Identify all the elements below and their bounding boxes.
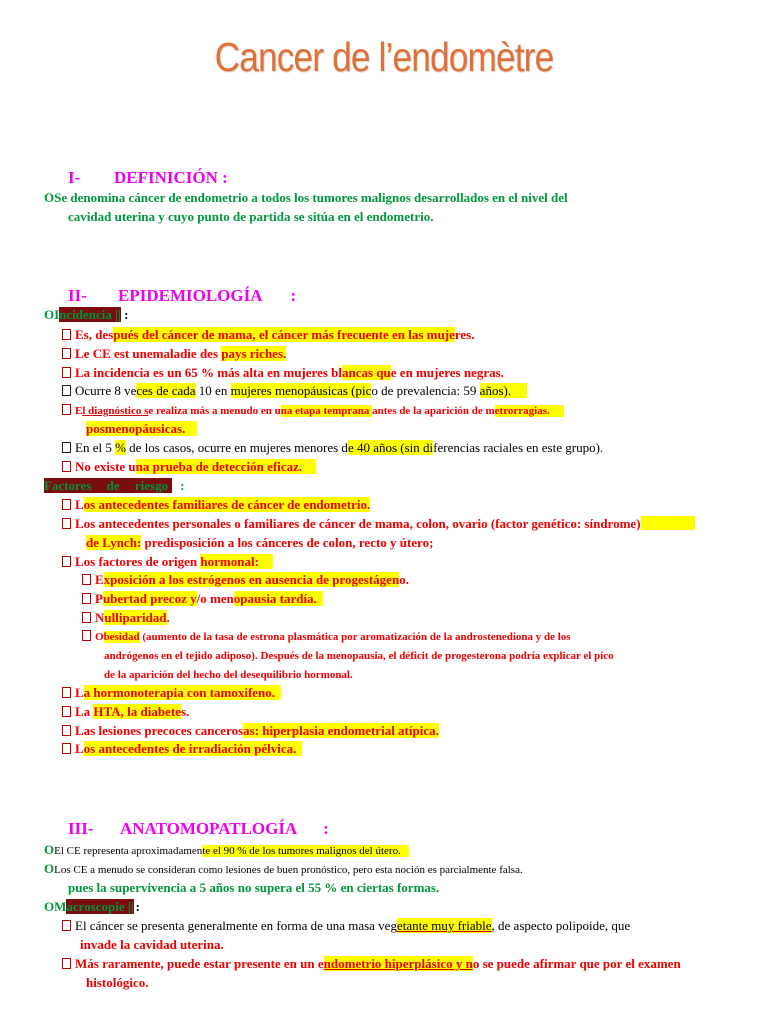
- list-item: La hormonoterapia con tamoxifeno.: [62, 685, 281, 701]
- checkbox-bullet-icon: [62, 743, 71, 754]
- list-item: Los antecedentes de irradiación pélvica.: [62, 741, 302, 757]
- definition-line-1: OSe denomina cáncer de endometrio a todos los tumores malignos desarrollados en el nivel del: [44, 190, 568, 205]
- sub-list-item-continuation: de la aparición del hecho del desequilibrio hormonal.: [104, 669, 353, 681]
- checkbox-bullet-icon: [82, 593, 91, 604]
- section-heading-epidemiologia: II- EPIDEMIOLOGÍA :: [68, 286, 297, 305]
- definition-line-2: cavidad uterina y cuyo punto de partida se sitúa en el endometrio.: [68, 209, 434, 224]
- list-item: Es, después del cáncer de mama, el cáncer más frecuente en las mujeres.: [62, 327, 474, 343]
- checkbox-bullet-icon: [62, 348, 71, 359]
- checkbox-bullet-icon: [82, 630, 91, 641]
- checkbox-bullet-icon: [82, 574, 91, 585]
- list-item-continuation: invade la cavidad uterina.: [80, 937, 224, 952]
- sub-list-item: Exposición a los estrógenos en ausencia de progestágeno.: [82, 572, 409, 588]
- list-item-continuation: posmenopáusicas.: [86, 421, 197, 437]
- checkbox-bullet-icon: [62, 442, 71, 453]
- section-heading-anatomopatologia: III- ANATOMOPATLOGÍA :: [68, 819, 329, 838]
- anatomo-line: OLos CE a menudo se consideran como lesiones de buen pronóstico, pero esta noción es parcialmente falsa.: [44, 861, 523, 876]
- list-item-continuation: histológico.: [86, 975, 149, 990]
- checkbox-bullet-icon: [62, 958, 71, 969]
- sub-list-item-continuation: andrógenos en el tejido adiposo). Después de la menopausia, el déficit de progesterona podría explicar el pico: [104, 650, 614, 662]
- anatomo-line: pues la supervivencia a 5 años no supera el 55 % en ciertas formas.: [68, 880, 440, 895]
- checkbox-bullet-icon: [62, 404, 71, 415]
- list-item: La HTA, la diabetes.: [62, 704, 189, 720]
- list-item: Los antecedentes familiares de cáncer de endometrio.: [62, 497, 370, 513]
- checkbox-bullet-icon: [62, 461, 71, 472]
- list-item: En el 5 % de los casos, ocurre en mujeres menores de 40 años (sin diferencias raciales en este grupo).: [62, 440, 603, 456]
- checkbox-bullet-icon: [62, 725, 71, 736]
- list-item: La incidencia es un 65 % más alta en mujeres blancas que en mujeres negras.: [62, 365, 504, 381]
- checkbox-bullet-icon: [62, 706, 71, 717]
- list-item: El cáncer se presenta generalmente en forma de una masa vegetante muy friable, de aspecto polipoide, que: [62, 918, 630, 934]
- checkbox-bullet-icon: [62, 518, 71, 529]
- checkbox-bullet-icon: [62, 329, 71, 340]
- anatomo-line: OEl CE representa aproximadamente el 90 % de los tumores malignos del útero.: [44, 842, 409, 859]
- list-item: Los factores de origen hormonal:: [62, 554, 273, 570]
- checkbox-bullet-icon: [62, 367, 71, 378]
- list-item: Los antecedentes personales o familiares de cáncer de mama, colon, ovario (factor genético: síndrome): [62, 516, 695, 532]
- section-number: I-: [68, 168, 81, 187]
- list-item: No existe una prueba de detección eficaz.: [62, 459, 316, 475]
- incidencia-heading: OIncidencia || :: [44, 307, 129, 322]
- checkbox-bullet-icon: [62, 687, 71, 698]
- section-heading-definicion: [68, 168, 228, 188]
- list-item: Ocurre 8 veces de cada 10 en mujeres menopáusicas (pico de prevalencia: 59 años).: [62, 383, 527, 399]
- checkbox-bullet-icon: [62, 499, 71, 510]
- list-item: Le CE est unemaladie des pays riches.: [62, 346, 286, 362]
- checkbox-bullet-icon: [82, 612, 91, 623]
- checkbox-bullet-icon: [62, 385, 71, 396]
- section-label: DEFINICIÓN :: [114, 168, 228, 187]
- sub-list-item: Nulliparidad.: [82, 610, 170, 626]
- list-item-continuation: de Lynch: predisposición a los cánceres de colon, recto y útero;: [86, 535, 434, 550]
- checkbox-bullet-icon: [62, 556, 71, 567]
- sub-list-item: Pubertad precoz y/o menopausia tardía.: [82, 591, 323, 607]
- checkbox-bullet-icon: [62, 920, 71, 931]
- list-item: Las lesiones precoces cancerosas: hiperplasia endometrial atípica.: [62, 723, 439, 739]
- list-item: Más raramente, puede estar presente en un endometrio hiperplásico y no se puede afirmar que por el examen: [62, 956, 681, 972]
- factores-riesgo-heading: Factores de riesgo :: [44, 478, 185, 493]
- list-item: El diagnóstico se realiza más a menudo en una etapa temprana antes de la aparición de metrorragias.: [62, 403, 564, 419]
- sub-list-item: Obesidad (aumento de la tasa de estrona plasmática por aromatización de la androstenediona y de los: [82, 629, 571, 645]
- macroscopie-heading: OMacroscopie || :: [44, 899, 140, 914]
- document-title: Cancer de l’endomètre: [214, 34, 554, 80]
